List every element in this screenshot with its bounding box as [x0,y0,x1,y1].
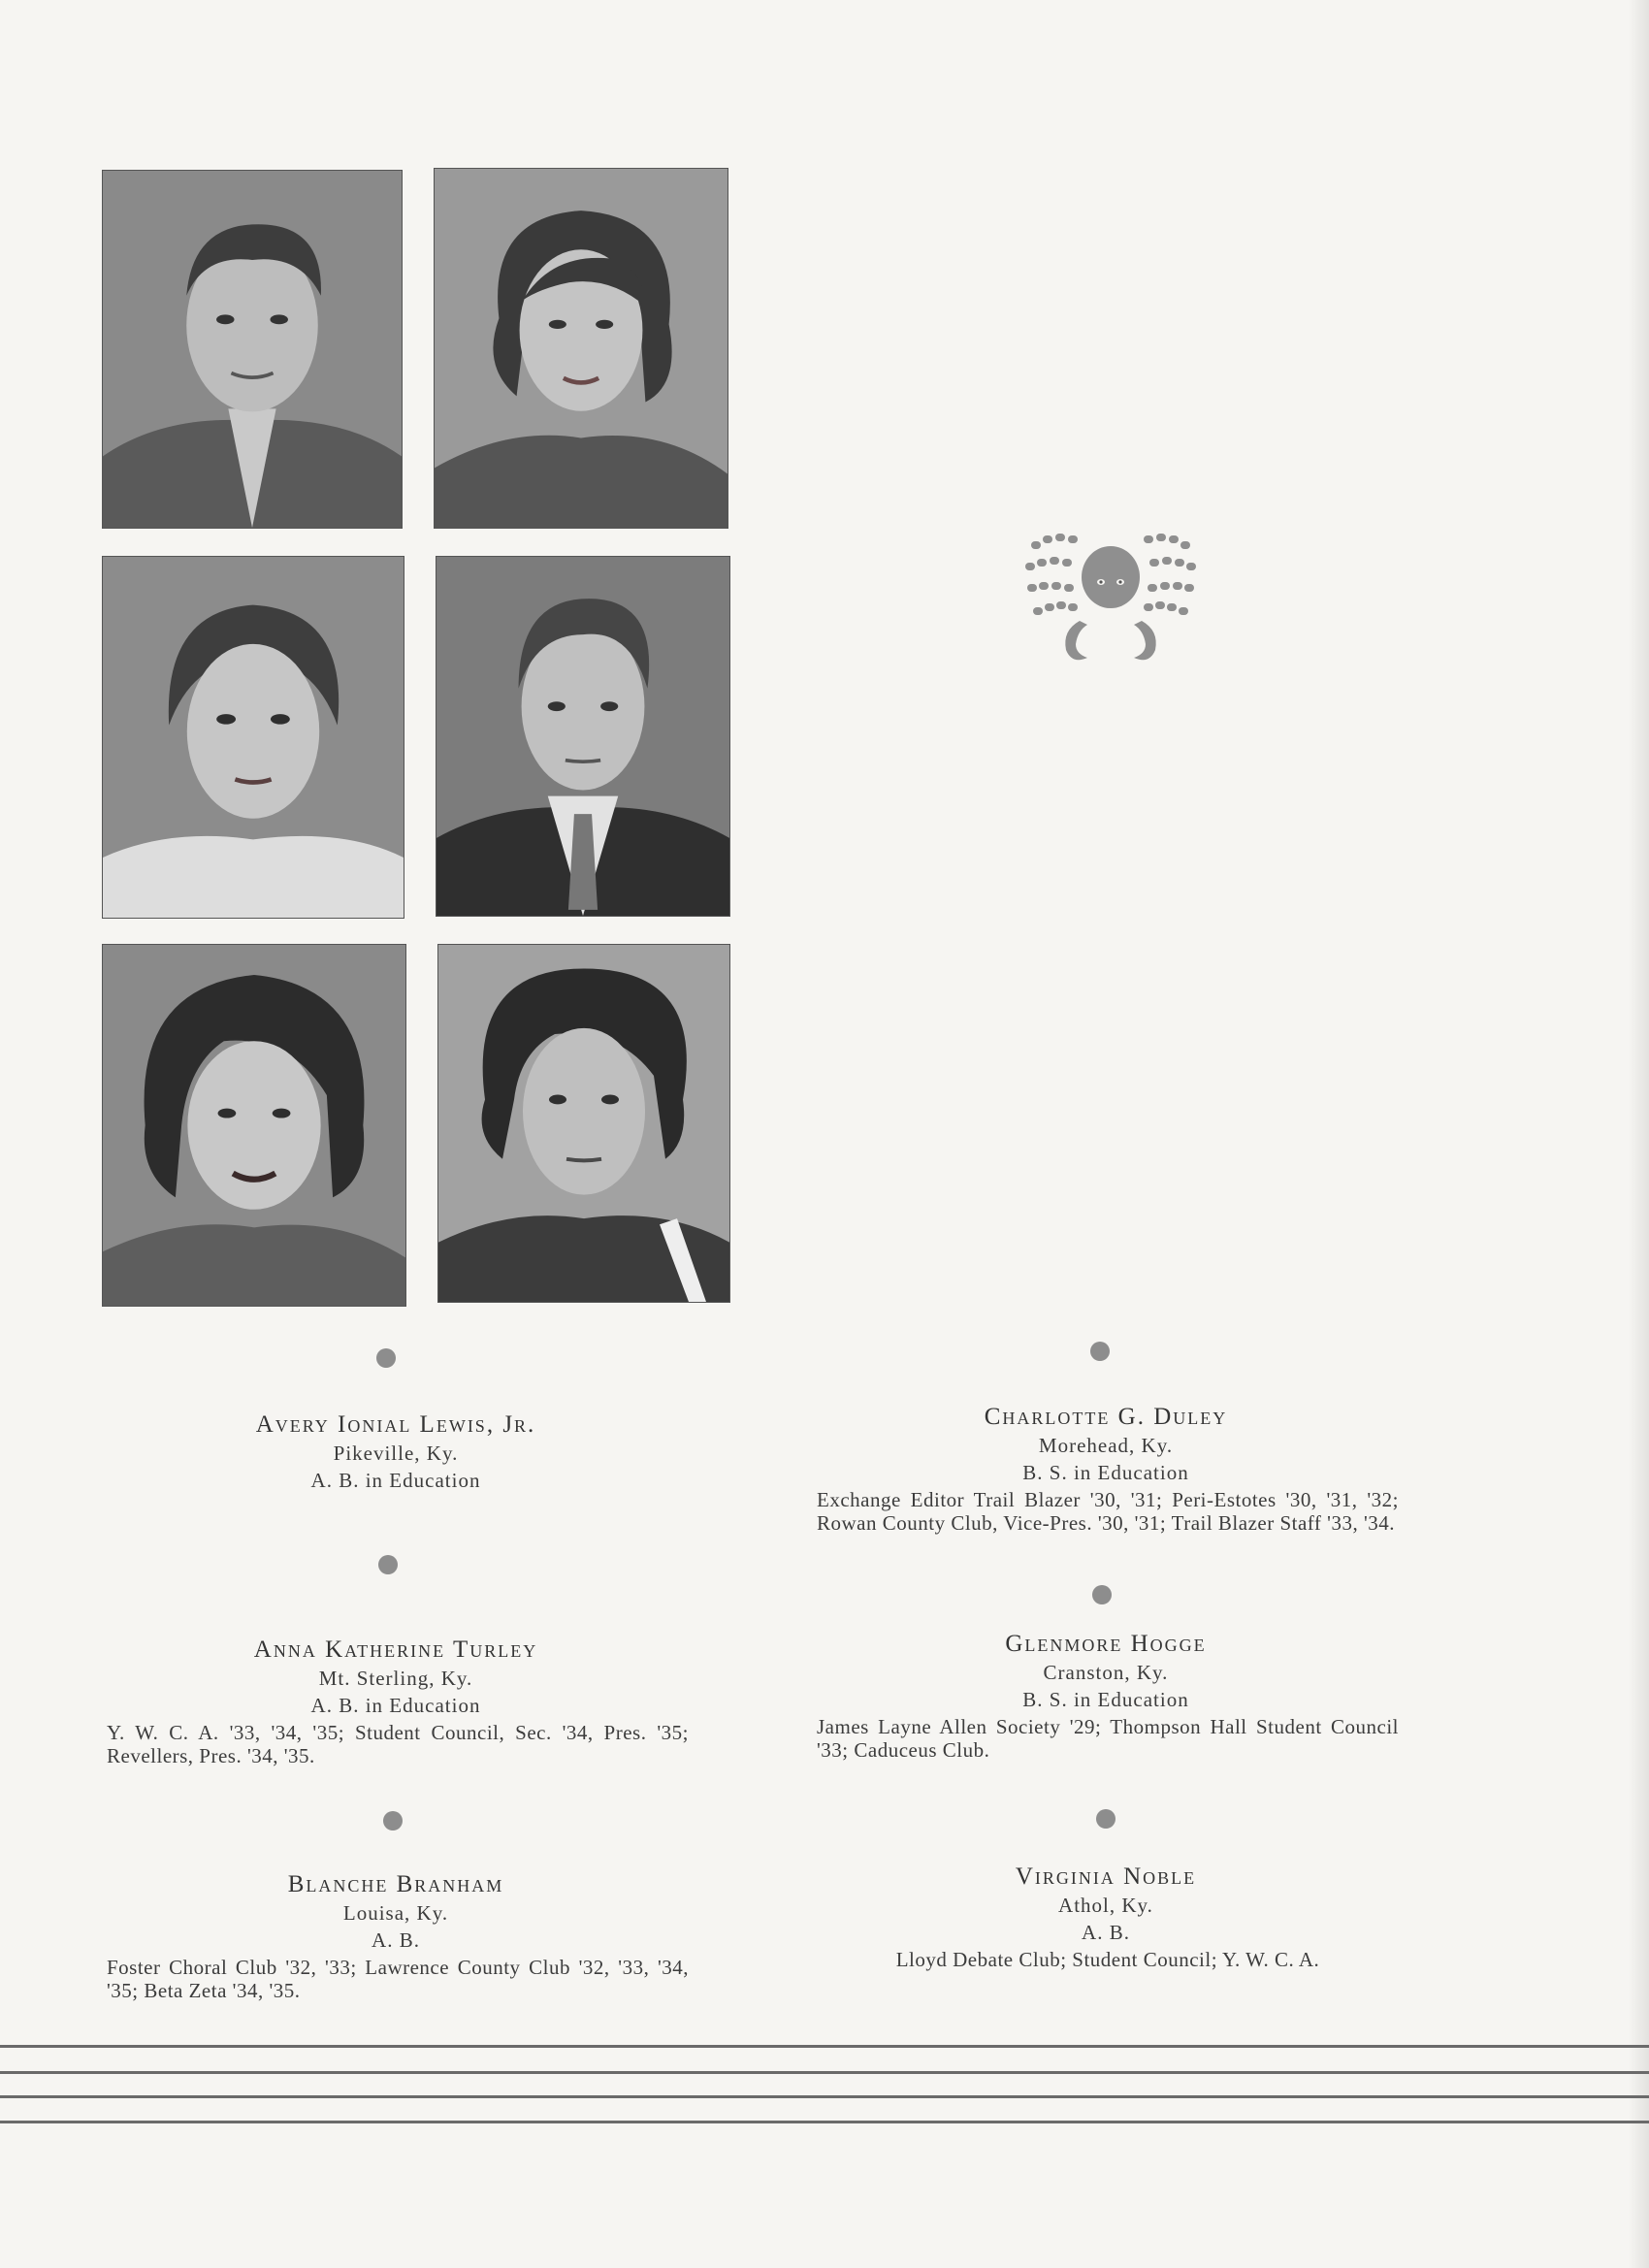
decorative-rule [0,2071,1649,2074]
portrait-photo-duley [434,168,728,529]
portrait-woman-icon [438,945,729,1302]
student-name: Charlotte G. Duley [984,1404,1228,1430]
bullet-ornament [1096,1809,1116,1829]
portrait-photo-hogge [436,556,730,917]
bullet-ornament [1092,1585,1112,1604]
student-activities: Lloyd Debate Club; Student Council; Y. W. C. A. [895,1948,1320,1971]
student-hometown: Athol, Ky. [1058,1894,1153,1917]
bullet-ornament [1090,1342,1110,1361]
bullet-ornament [378,1555,398,1574]
portrait-photo-branham [102,944,406,1307]
decorative-rule [0,2045,1649,2048]
bullet-ornament [383,1811,403,1831]
student-degree: A. B. [1082,1921,1130,1944]
student-entry-noble [795,1863,1416,1971]
portrait-man-icon [436,557,729,916]
student-entry-hogge [795,1630,1416,1762]
student-name: Virginia Noble [1015,1863,1197,1890]
student-degree: B. S. in Education [1022,1461,1189,1484]
portrait-woman-icon [103,557,404,918]
page-edge-shadow [1628,0,1649,2268]
student-entry-turley [85,1636,706,1767]
portrait-woman-icon [435,169,728,528]
spider-icon [1023,524,1198,679]
student-name: Anna Katherine Turley [253,1636,538,1663]
portrait-photo-lewis [102,170,403,529]
student-hometown: Morehead, Ky. [1038,1434,1174,1457]
student-name: Glenmore Hogge [1005,1631,1207,1657]
student-entry-lewis [85,1410,706,1494]
bullet-ornament [376,1348,396,1368]
portrait-man-icon [103,171,402,528]
student-activities: Y. W. C. A. '33, '34, '35; Student Council, Sec. '34, Pres. '35; Revellers, Pres. '34, '35. [107,1721,689,1767]
student-activities: Foster Choral Club '32, '33; Lawrence County Club '32, '33, '34, '35; Beta Zeta '34, '35. [107,1956,689,2002]
student-degree: A. B. in Education [310,1694,481,1717]
portrait-woman-icon [103,945,405,1306]
decorative-rule [0,2095,1649,2098]
student-activities: Exchange Editor Trail Blazer '30, '31; Peri-Estotes '30, '31, '32; Rowan County Club, Vice-Pres. '30, '31; Trail Blazer Staff '33, '34. [817,1488,1399,1535]
student-name: Avery Ionial Lewis, Jr. [255,1411,536,1438]
portrait-photo-turley [102,556,404,919]
student-hometown: Cranston, Ky. [1043,1661,1169,1684]
student-entry-duley [795,1403,1416,1535]
student-hometown: Louisa, Ky. [342,1901,449,1925]
student-degree: B. S. in Education [1022,1688,1189,1711]
student-activities: James Layne Allen Society '29; Thompson Hall Student Council '33; Caduceus Club. [817,1715,1399,1762]
student-entry-branham [85,1870,706,2002]
student-degree: A. B. [372,1928,420,1952]
decorative-rule [0,2121,1649,2123]
student-hometown: Mt. Sterling, Ky. [318,1667,473,1690]
student-name: Blanche Branham [287,1871,504,1897]
portrait-photo-noble [437,944,730,1303]
student-hometown: Pikeville, Ky. [333,1442,459,1465]
student-degree: A. B. in Education [310,1469,481,1492]
